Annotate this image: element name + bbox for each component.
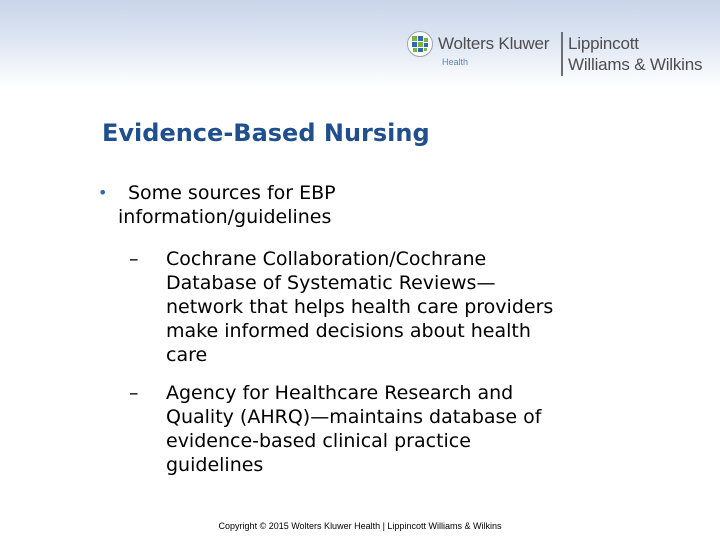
company-name: Wolters Kluwer bbox=[438, 34, 550, 53]
copyright-footer: Copyright © 2015 Wolters Kluwer Health | Lippincott Williams & Wilkins bbox=[218, 521, 502, 531]
slide-title: Evidence-Based Nursing bbox=[102, 119, 430, 147]
imprint-name-line2: Williams & Wilkins bbox=[568, 55, 703, 74]
sub-bullet-text: Agency for Healthcare Research and Quality (AHRQ)—maintains database of evidence-based clinical practice guidelines bbox=[166, 382, 542, 476]
bullet-marker: • bbox=[98, 183, 108, 202]
sub-bullet-text: Cochrane Collaboration/Cochrane Database of Systematic Reviews—network that helps health care providers make informed decisions about health care bbox=[166, 248, 554, 366]
publisher-logo bbox=[406, 26, 716, 82]
logo-divider bbox=[561, 32, 563, 76]
sub-bullet-marker: – bbox=[129, 248, 139, 270]
imprint-name-line1: Lippincott bbox=[568, 34, 639, 53]
bullet-text: Some sources for EBP information/guidelines bbox=[118, 182, 336, 228]
company-division: Health bbox=[442, 57, 469, 67]
wolters-kluwer-logo-icon bbox=[406, 30, 434, 58]
sub-bullet-marker: – bbox=[129, 382, 139, 404]
